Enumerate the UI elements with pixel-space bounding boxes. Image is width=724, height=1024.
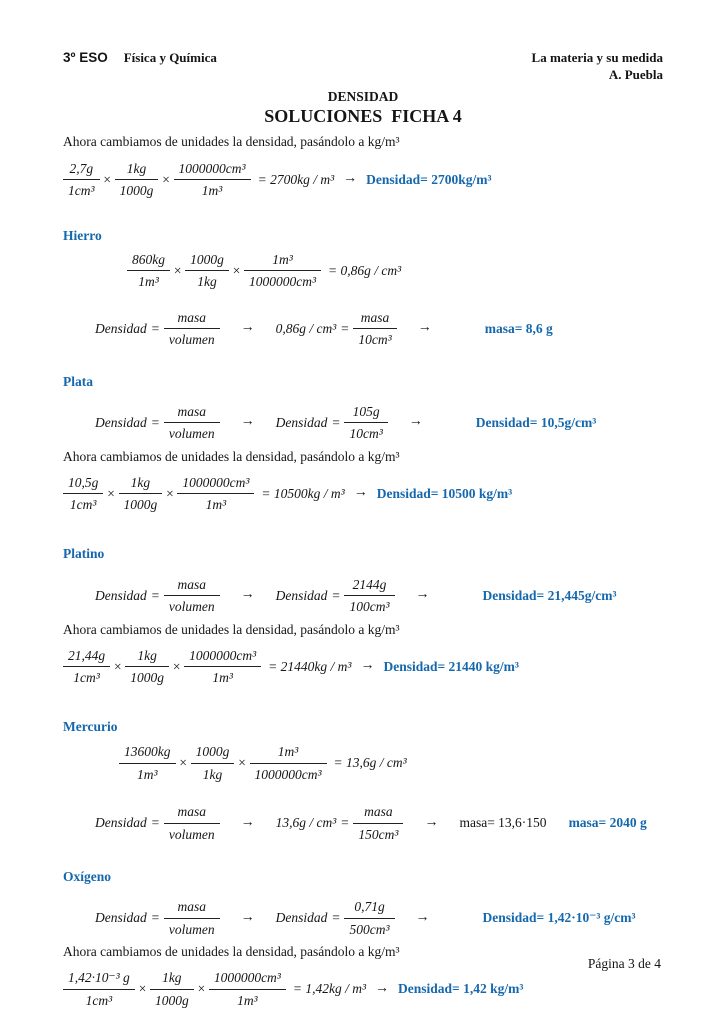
convert-note-platino: Ahora cambiamos de unidades la densidad, pasándolo a kg/m³ (63, 621, 400, 637)
densidad-word: Densidad (275, 909, 328, 925)
section-hierro (63, 228, 663, 348)
fraction-masa-vol: $\frac{2144g}{\text{100cm³}}$ (344, 576, 394, 615)
fraction-density: $\frac{\text{1,42·10⁻³ g}}{\text{1cm³}}$ (63, 969, 135, 1008)
densidad-word: Densidad (275, 414, 328, 430)
equals-sign: = (150, 909, 160, 925)
result-densidad-plata-kg: Densidad= 10500 kg/m³ (376, 485, 513, 501)
arrow-right: → (375, 980, 390, 996)
arrow-right: → (240, 587, 255, 603)
fraction-masa-vol: $\frac{105g}{\text{10cm³}}$ (344, 403, 387, 442)
definition-row-hierro (95, 309, 663, 348)
title-soluciones: SOLUCIONES FICHA 4 (264, 105, 462, 126)
times-sign: × (161, 171, 171, 187)
arrow-right: → (415, 587, 430, 603)
result-masa-mercurio: masa= 2040 g (568, 814, 647, 830)
header-left (63, 50, 217, 66)
arrow-right: → (415, 909, 430, 925)
conversion-result: = 1,42kg / m³ (292, 980, 367, 996)
definition-row-platino (95, 576, 663, 615)
fraction-cm3-m3: $\frac{\text{1000000cm³}}{\text{1m³}}$ (209, 969, 286, 1008)
heading-mercurio: Mercurio (63, 719, 118, 734)
densidad-word: Densidad (95, 814, 147, 830)
fraction-masa-volumen: $\frac{\text{masa}}{\text{volumen}}$ (164, 576, 220, 615)
equals-sign: = (331, 587, 341, 603)
unit-label: La materia y su medida (531, 50, 663, 65)
conversion-result: = 10500kg / m³ (261, 485, 345, 501)
densidad-word: Densidad (95, 587, 147, 603)
conversion-row-oxigeno (63, 969, 663, 1008)
density-value: 13,6g / cm³ (275, 814, 337, 830)
equals-sign: = (150, 414, 160, 430)
result-densidad-oxigeno: Densidad= 1,42·10⁻³ g/cm³ (482, 909, 636, 925)
fraction-cm3-m3: $\frac{\text{1000000cm³}}{\text{1m³}}$ (184, 647, 261, 686)
densidad-word: Densidad (95, 909, 147, 925)
fraction-density: $\frac{860kg}{\text{1m³}}$ (127, 251, 170, 290)
densidad-word: Densidad (275, 587, 328, 603)
section-plata (63, 374, 663, 513)
fraction-cm3-m3: $\frac{\text{1000000cm³}}{\text{1m³}}$ (177, 474, 254, 513)
times-sign: × (137, 980, 147, 996)
times-sign: × (196, 980, 206, 996)
result-densidad-oxigeno-kg: Densidad= 1,42 kg/m³ (398, 980, 524, 996)
section-platino (63, 546, 663, 686)
section-mercurio (63, 719, 663, 842)
times-sign: × (102, 171, 112, 187)
fraction-masa-vol: $\frac{\text{masa}}{\text{10cm³}}$ (353, 309, 396, 348)
arrow-right: → (417, 320, 432, 336)
densidad-word: Densidad (95, 320, 147, 336)
fraction-kg-g: $\frac{1kg}{1000g}$ (125, 647, 169, 686)
arrow-right: → (353, 485, 368, 501)
arrow-right: → (240, 814, 255, 830)
convert-note-plata: Ahora cambiamos de unidades la densidad, pasándolo a kg/m³ (63, 448, 400, 464)
equals-sign: = (150, 814, 160, 830)
doc-header (63, 50, 663, 84)
density-value: 0,86g / cm³ (275, 320, 337, 336)
conversion-result: = 21440kg / m³ (268, 658, 352, 674)
arrow-right: → (343, 171, 358, 187)
header-right (532, 50, 663, 84)
arrow-right: → (240, 909, 255, 925)
arrow-right: → (240, 414, 255, 430)
times-sign: × (106, 485, 116, 501)
definition-row-plata (95, 403, 663, 442)
result-densidad-platino: Densidad= 21,445g/cm³ (482, 587, 617, 603)
equals-sign: = (150, 320, 160, 336)
times-sign: × (231, 262, 241, 278)
fraction-masa-vol: $\frac{\text{masa}}{\text{150cm³}}$ (353, 803, 403, 842)
fraction-m3-cm3: $\frac{\text{1m³}}{\text{1000000cm³}}$ (250, 743, 327, 782)
course-label: 3º ESO (63, 50, 108, 65)
masa-calculation: masa= 13,6·150 (459, 814, 547, 830)
conversion-row-hierro (127, 251, 663, 290)
densidad-word: Densidad (95, 414, 147, 430)
result-densidad-intro: Densidad= 2700kg/m³ (366, 171, 492, 187)
times-sign: × (237, 754, 247, 770)
definition-row-oxigeno (95, 898, 663, 937)
arrow-right: → (360, 658, 375, 674)
heading-plata: Plata (63, 373, 93, 389)
fraction-masa-volumen: $\frac{\text{masa}}{\text{volumen}}$ (164, 309, 220, 348)
section-oxigeno (63, 869, 663, 1008)
fraction-masa-volumen: $\frac{\text{masa}}{\text{volumen}}$ (164, 403, 220, 442)
fraction-masa-volumen: $\frac{\text{masa}}{\text{volumen}}$ (164, 803, 220, 842)
times-sign: × (172, 658, 182, 674)
conversion-row-intro (63, 160, 663, 199)
result-densidad-plata: Densidad= 10,5g/cm³ (475, 414, 597, 430)
arrow-right: → (240, 320, 255, 336)
author-label: A. Puebla (608, 66, 663, 82)
definition-row-mercurio (95, 803, 663, 842)
conversion-row-platino (63, 647, 663, 686)
equals-sign: = (331, 909, 341, 925)
fraction-kg-g: $\frac{1kg}{1000g}$ (119, 474, 163, 513)
conversion-result: = 13,6g / cm³ (333, 754, 407, 770)
fraction-masa-vol: $\frac{0,71g}{\text{500cm³}}$ (344, 898, 394, 937)
fraction-density: $\frac{13600kg}{\text{1m³}}$ (119, 743, 176, 782)
fraction-g-kg: $\frac{1000g}{1kg}$ (185, 251, 229, 290)
times-sign: × (178, 754, 188, 770)
fraction-g-kg: $\frac{1000g}{1kg}$ (191, 743, 235, 782)
page-number: Página 3 de 4 (587, 956, 661, 971)
heading-hierro: Hierro (63, 227, 102, 243)
times-sign: × (173, 262, 183, 278)
conversion-result: = 0,86g / cm³ (328, 262, 402, 278)
fraction-density: $\frac{21,44g}{\text{1cm³}}$ (63, 647, 110, 686)
convert-note-oxigeno: Ahora cambiamos de unidades la densidad, pasándolo a kg/m³ (63, 944, 400, 960)
times-sign: × (165, 485, 175, 501)
fraction-kg-g: $\frac{1kg}{1000g}$ (115, 160, 159, 199)
equals-sign: = (150, 587, 160, 603)
equals-sign: = (340, 814, 350, 830)
conversion-row-mercurio (119, 743, 663, 782)
heading-platino: Platino (63, 545, 105, 561)
conversion-row-plata (63, 474, 663, 513)
fraction-kg-g: $\frac{1kg}{1000g}$ (150, 969, 194, 1008)
fraction-m3-cm3: $\frac{\text{1m³}}{\text{1000000cm³}}$ (244, 251, 321, 290)
fraction-density: $\frac{10,5g}{\text{1cm³}}$ (63, 474, 103, 513)
equals-sign: = (331, 414, 341, 430)
subject-label: Física y Química (123, 50, 217, 65)
times-sign: × (113, 658, 123, 674)
arrow-right: → (408, 414, 423, 430)
result-masa-hierro: masa= 8,6 g (484, 320, 553, 336)
convert-note-intro: Ahora cambiamos de unidades la densidad, pasándolo a kg/m³ (63, 133, 400, 149)
conversion-result: = 2700kg / m³ (257, 171, 335, 187)
fraction-cm3-m3: $\frac{\text{1000000cm³}}{\text{1m³}}$ (174, 160, 251, 199)
equals-sign: = (340, 320, 350, 336)
heading-oxigeno: Oxígeno (63, 869, 112, 885)
fraction-density: $\frac{2,7g}{\text{1cm³}}$ (63, 160, 100, 199)
fraction-masa-volumen: $\frac{\text{masa}}{\text{volumen}}$ (164, 898, 220, 937)
result-densidad-platino-kg: Densidad= 21440 kg/m³ (383, 658, 519, 674)
title-densidad: DENSIDAD (327, 88, 399, 104)
arrow-right: → (424, 814, 439, 830)
